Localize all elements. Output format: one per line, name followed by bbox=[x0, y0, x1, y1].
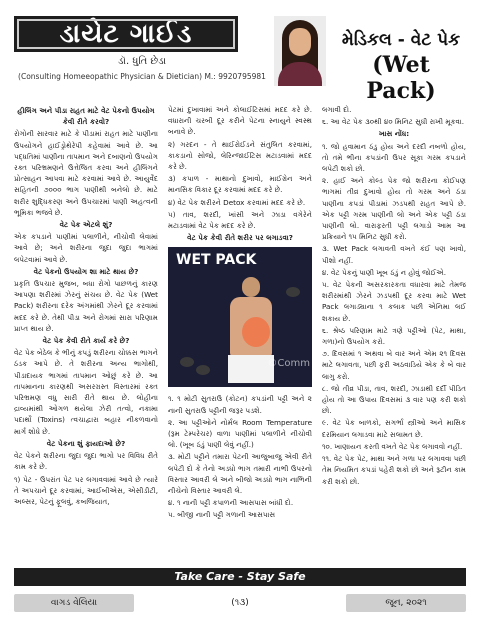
section-heading: ખાસ નોંધ: bbox=[378, 129, 410, 139]
author-photo bbox=[274, 16, 326, 86]
paragraph: ૪. ૧ નાની પટ્ટી કપાળની આસપાસ બાંધી દો. bbox=[168, 498, 294, 508]
publication-name: વાગડ વેલિયા bbox=[14, 594, 134, 612]
article-header bbox=[0, 0, 479, 104]
note-item: ૫. વેટ પેકની અસરકારકતા વધારવા માટે તેમજ શરીરમાંથી ઝેરને ઝડપથી દૂર કરવા માટે Wet Pack લગાડ્યાના ૧ કલાક પછી એનિમા લઈ શકાય છે. bbox=[322, 280, 466, 323]
note-item: ૯. વેટ પેક બાળકો, સગર્ભા સ્ત્રીઓ અને માસિક દરમિયાન લગાડવા માટે સલામત છે. bbox=[322, 418, 466, 439]
column-banner: ડાયેટ ગાઈડ bbox=[14, 16, 238, 52]
section-heading: વેટ પેકના શું ફાયદાઓ છે? bbox=[46, 438, 126, 448]
paragraph: ૪) વેટ પેક શરીરને Detox કરવામાં મદદ કરે છે. bbox=[168, 197, 306, 207]
note-item: ૮. જો તીવ્ર પીડા, તાવ, શરદી, ઝાડાથી દર્દી પીડિત હોય તો આ ઉપાય દિવસમાં ૩ વાર પણ કરી શકો છો. bbox=[322, 383, 466, 416]
author-block bbox=[14, 56, 270, 81]
paragraph: ૩) કપાળ - માથાનો દુખાવો, માઈગ્રેન અને માનસિક વિકાર દૂર કરવામાં મદદ કરે છે. bbox=[168, 174, 312, 195]
author-credentials: (Consulting Homeeopathic Physician & Dietician) M.: 9920795981 bbox=[18, 72, 266, 81]
note-item: ૧૦. ખાણાયન કરતી વખતે વેટ પેક લગાવવો નહીં. bbox=[322, 441, 463, 451]
paragraph: ૫. બીજી નાની પટ્ટી ગળાની આસપાસ bbox=[168, 510, 276, 520]
paragraph: ૧) પેટ - ઉપરાંત પેટ પર લગાવવામાં આવે છે ત્યારે તે અપચાને દૂર કરવામાં, આઈબીએસ, એસીડીટી, અલ્સર, પેટનું ફૂલવું, કબજિયાત, bbox=[14, 474, 158, 506]
wet-pack-photo bbox=[168, 247, 312, 387]
note-item: ૪. વેટ પેકનું પાણી ખૂબ ઠંડું ન હોવું જોઈએ. bbox=[322, 267, 447, 277]
paragraph: ૫) તાવ, શરદી, ખાંસી અને ઝાડા વગેરેને મટાડવામાં વેટ પેક મદદ કરે છે. bbox=[168, 209, 312, 231]
section-heading: વેટ પેકનો ઉપયોગ શા માટે થાય છે? bbox=[33, 266, 139, 276]
article-title bbox=[335, 30, 467, 104]
paragraph: વેટ પેકને શરીરના જુદા જુદા ભાગો પર વિવિધ રીતે કામ કરે છે. bbox=[14, 451, 158, 472]
paragraph: ૩. મોટી પટ્ટીને તમારા પેટની આજુબાજુ એવી રીતે લપેટી દો કે તેનો અડધો ભાગ તમારી નાભી ઉપરનો વિસ્તાર આવરી લે અને બીજો અડધો ભાગ નાભિની નીચેનો વિસ્તાર આવરી લે. bbox=[168, 452, 312, 496]
paragraph: પ્રકૃતિ ઉપચાર મુજબ, બધા રોગો પાછળનું કારણ આપણા શરીરમાં ઝેરનું સંચય છે. વેટ પેક (Wet Pack) શરીરના દરેક અંગમાંથી ઝેરને દૂર કરવામાં મદદ કરે છે. તેથી પીડા અને રોગમાં સારા પરિણામ પ્રાપ્ત થાય છે. bbox=[14, 279, 158, 333]
paragraph: ૧. ૧ મોટી સુતરાઉ (કોટન) કપડાંની પટ્ટી અને ૨ નાની સુતરાઉ પટ્ટીની જરૂર પડશે. bbox=[168, 394, 312, 415]
page-footer bbox=[14, 592, 466, 616]
section-heading: હીલિંગ અને પીડા રાહત માટે વેટ પેકનો ઉપયોગ કેવી રીતે કરવો? bbox=[17, 106, 155, 127]
section-heading: વેટ પેક એટલે શું? bbox=[59, 220, 113, 230]
section-heading: વેટ પેક કેવી રીતે શરીર પર લગાડવા? bbox=[187, 233, 293, 243]
note-item: ૨. હાઈ અને કોલ્ડ પેક જો શરીરના કોઈપણ ભાગમાં તીવ્ર દુખાવો હોય તો ગરમ અને ઠંડા પાણીના કપડાં પીડામાં ઝડપથી રાહત આપે છે. એક પટ્ટી ગરમ પાણીની લો અને એક પટ્ટી ઠંડા પાણીની લો. વારાફરતી પટ્ટી લગાડો આમ આ પ્રક્રિયાને ૧૫ મિનિટ સુધી કરો. bbox=[322, 176, 466, 242]
paragraph: લગાવી દો. bbox=[322, 105, 352, 114]
article-body bbox=[14, 104, 466, 564]
paragraph: ૬. આ વેટ પેક ૩૦થી ૪૦ મિનિટ સુધી રાખી મૂકવા. bbox=[322, 117, 465, 127]
author-name: ડૉ. ધુતિ છેડા bbox=[117, 56, 167, 67]
page-number: (૧૩) bbox=[231, 598, 249, 608]
note-item: ૩. Wet Pack લગાવતી વખતે કંઈ પણ ખાવો, પીશો નહીં. bbox=[322, 244, 466, 265]
column-1 bbox=[14, 104, 158, 564]
photo-watermark: ©Comm bbox=[267, 358, 310, 370]
column-3 bbox=[322, 104, 466, 564]
paragraph: ૨) ગરદન - તે થાઈરોઈડને સંતુલિત કરવામાં, કાકડાનો સોજો, લેરિન્જાઈટિસ મટાડવામાં મદદ કરે છે. bbox=[168, 139, 312, 172]
note-item: ૬. શ્રેષ્ઠ પરિણામ માટે ત્રણે પટ્ટીઓ (પેટ, માથા, ગળા)નો ઉપયોગ કરો. bbox=[322, 325, 466, 347]
paragraph: ૨. આ પટ્ટીઓને નોર્મલ Room Temperature (રૂમ ટેમ્પરેચર) વાળા પાણીમાં પલાળીને નીચોવી લો. (ખૂબ ઠંડું પાણી લેવું નહીં.) bbox=[168, 417, 312, 450]
slogan-band: Take Care - Stay Safe bbox=[14, 568, 466, 586]
paragraph: રોગોની સારવાર માટે કે પીડામાં રાહત માટે પાણીના ઉપયોગને હાઈડ્રોથેરેપી કહેવામાં આવે છે. આ પદ્ધતિમાં પાણીના તાપમાન અને દબાણનો ઉપયોગ રક્ત પરિભ્રમણને ઉત્તેજિત કરવા અને હીલિંગને પ્રોત્સાહન આપવા માટે કરવામાં આવે છે. આયુર્વેદ સહિતની ૭૦૦૦ ભાગ પાણીથી બનેલો છે. માટે શરીર શુદ્ધિકરણ અને ઉપચારમાં પાણી અહત્વની ભૂમિકા ભજવે છે. bbox=[14, 129, 158, 217]
section-heading: વેટ પેક કેવી રીતે કાર્ય કરે છે? bbox=[42, 336, 130, 346]
article-title-english: (Wet Pack) bbox=[366, 52, 436, 104]
note-item: ૭. દિવસમાં ૧ અથવા બે વાર અને એમ ૨૧ દિવસ માટે લગાવતા, પછી ફરી અઠવાડિયે એક કે બે વાર લાગુ કરો. bbox=[322, 349, 466, 381]
article-title-gujarati: મેડિકલ - વેટ પેક bbox=[341, 30, 461, 50]
paragraph: વેટ પેક બેઠેલ કે ભીનું કપડું શરીરના ચોક્કસ ભાગને ઠંડક આપે છે. તે શરીરના અન્ય ભાગોથી, પીડાદાયક ભાગમાં તાપમાન ઓછું કરે છે. આ તાપમાનના કારણથી અસરગ્રસ્ત વિસ્તારમાં રક્ત પરિભ્રમણ વધુ સારી રીતે થાય છે. લોહીના દ્રાવ્યમાંથી ઓગળ થયેલા ઝેરી તત્વો, નકામા પદાર્થો (Toxins) ત્વચાદ્વારા બહાર નીકળવાનો માર્ગ શોધે છે. bbox=[14, 348, 158, 436]
photo-caption: WET PACK bbox=[176, 252, 257, 269]
note-item: ૧. જો હવામાન ઠંડુ હોય અને દરદી નબળો હોય, તો તમે ભીના કપડાંની ઉપર સૂકા ગરમ કપડાને લપેટી શકો છો. bbox=[322, 141, 466, 174]
issue-date: જૂન, ૨૦૨૧ bbox=[346, 594, 466, 612]
paragraph: એક કપડાને પાણીમાં પલાળીને, નીચોવી લેવામાં આવે છે; અને શરીરના જુદા જુદા ભાગમાં લપેટવામાં આવે છે. bbox=[14, 232, 158, 264]
column-2 bbox=[168, 104, 312, 564]
paragraph: પેટમાં દુખાવામાં અને કોલાઈટિસમાં મદદ કરે છે. વધારાની ચરબી દૂર કરીને પેટના સ્નાયુને સ્વસ્થ બનાવે છે. bbox=[168, 105, 312, 137]
note-item: ૧૧. વેટ પેક પેટ, માથા અને ગળા પર લગાવવા પછી તેમ નિયમિત કપડાં પહેરી શકો છો અને રૂટીન કામ કરી શકો છો. bbox=[322, 454, 466, 486]
